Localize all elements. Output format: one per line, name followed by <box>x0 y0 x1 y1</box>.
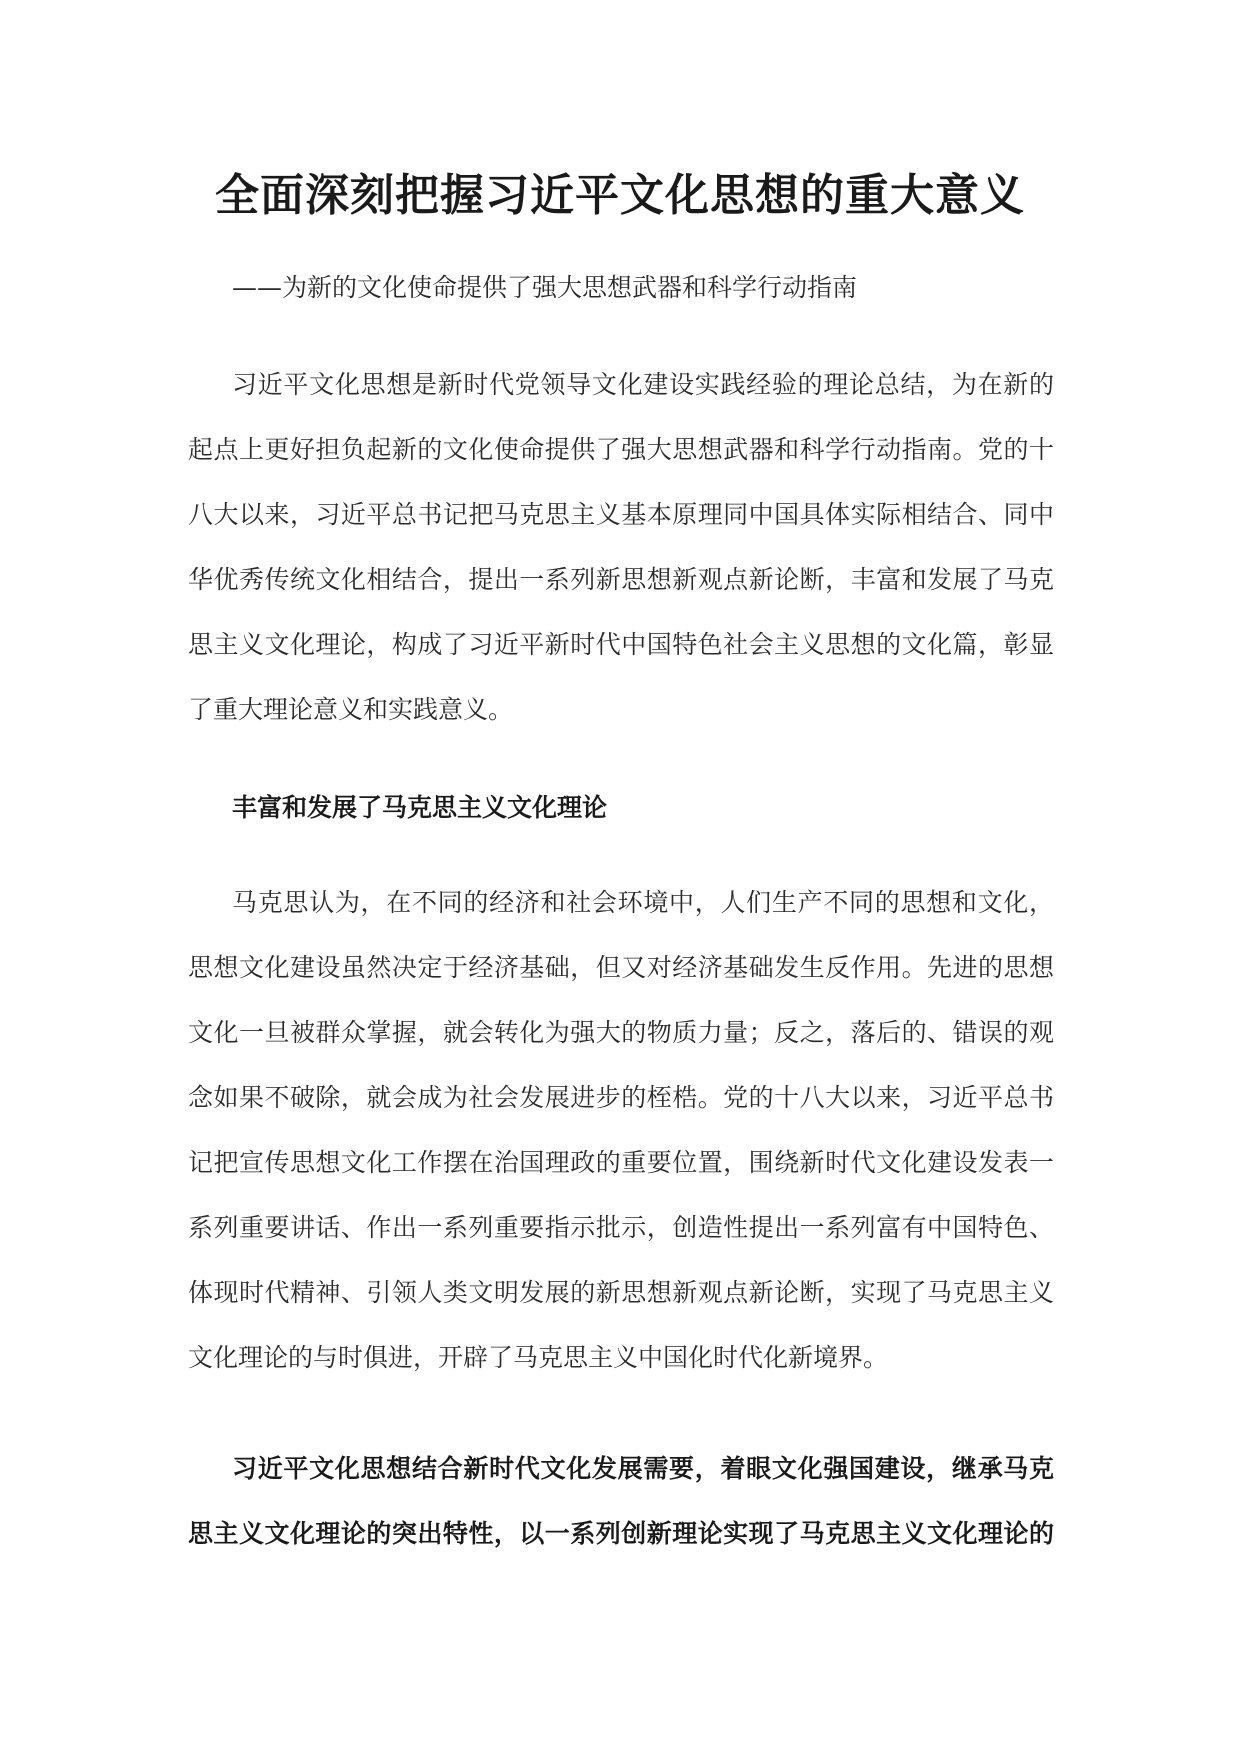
paragraph-line: 体现时代精神、引领人类文明发展的新思想新观点新论断，实现了马克思主义 <box>188 1278 1054 1307</box>
paragraph-line: 八大以来，习近平总书记把马克思主义基本原理同中国具体实际相结合、同中 <box>188 500 1054 529</box>
paragraph-marx <box>188 870 1054 1390</box>
paragraph-line: 系列重要讲话、作出一系列重要指示批示，创造性提出一系列富有中国特色、 <box>188 1213 1054 1242</box>
section-heading: 丰富和发展了马克思主义文化理论 <box>232 793 608 822</box>
paragraph-line: 华优秀传统文化相结合，提出一系列新思想新观点新论断，丰富和发展了马克 <box>188 565 1054 594</box>
document-subtitle: ——为新的文化使命提供了强大思想武器和科学行动指南 <box>232 273 858 302</box>
paragraph-line: 习近平文化思想是新时代党领导文化建设实践经验的理论总结，为在新的 <box>232 370 1054 399</box>
paragraph-line: 文化理论的与时俱进，开辟了马克思主义中国化时代化新境界。 <box>188 1343 889 1372</box>
paragraph-line: 文化一旦被群众掌握，就会转化为强大的物质力量；反之，落后的、错误的观 <box>188 1018 1054 1047</box>
paragraph-line: 马克思认为，在不同的经济和社会环境中，人们生产不同的思想和文化， <box>232 888 1054 917</box>
paragraph-intro <box>188 352 1054 742</box>
paragraph-line: 思想文化建设虽然决定于经济基础，但又对经济基础发生反作用。先进的思想 <box>188 953 1054 982</box>
document-title: 全面深刻把握习近平文化思想的重大意义 <box>215 170 1025 221</box>
paragraph-bold <box>188 1436 1054 1566</box>
paragraph-line: 念如果不破除，就会成为社会发展进步的桎梏。党的十八大以来，习近平总书 <box>188 1083 1054 1112</box>
paragraph-line: 起点上更好担负起新的文化使命提供了强大思想武器和科学行动指南。党的十 <box>188 435 1054 464</box>
paragraph-line: 了重大理论意义和实践意义。 <box>188 695 514 724</box>
paragraph-line: 习近平文化思想结合新时代文化发展需要，着眼文化强国建设，继承马克 <box>232 1454 1054 1483</box>
paragraph-line: 记把宣传思想文化工作摆在治国理政的重要位置，围绕新时代文化建设发表一 <box>188 1148 1054 1177</box>
paragraph-line: 思主义文化理论，构成了习近平新时代中国特色社会主义思想的文化篇，彰显 <box>188 630 1054 659</box>
paragraph-line: 思主义文化理论的突出特性，以一系列创新理论实现了马克思主义文化理论的 <box>188 1519 1054 1548</box>
